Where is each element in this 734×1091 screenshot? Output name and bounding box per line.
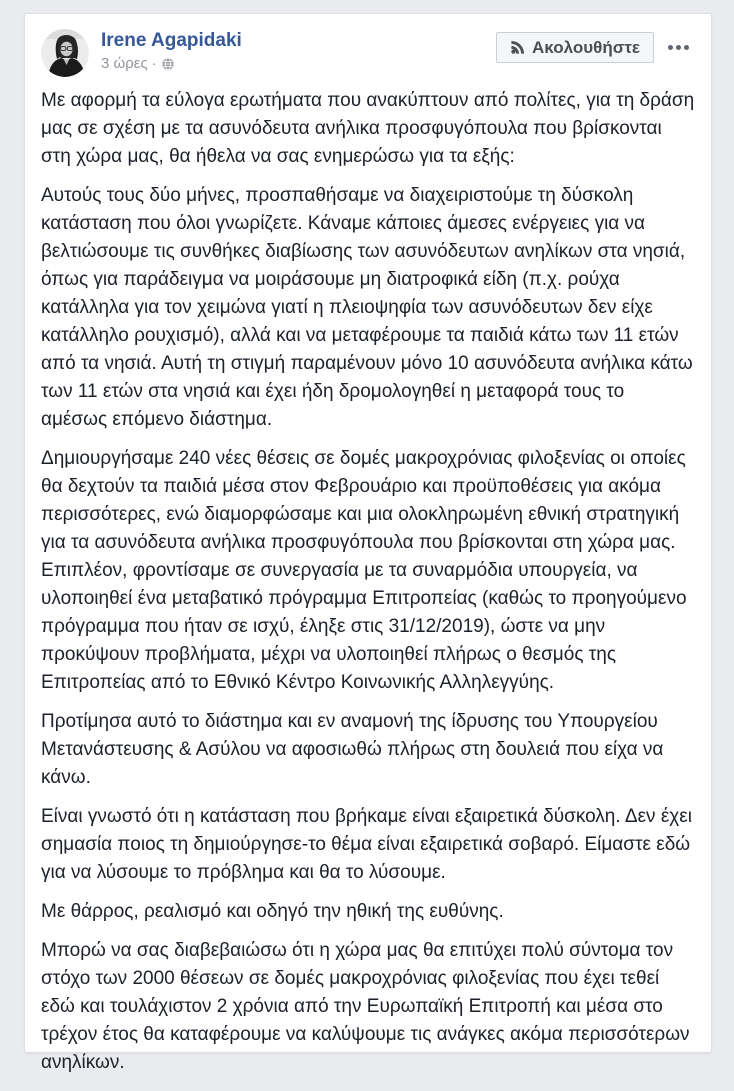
post-header — [25, 14, 711, 83]
post-paragraph: Με αφορμή τα εύλογα ερωτήματα που ανακύπτουν από πολίτες, για τη δράση μας σε σχέση με τα ασυνόδευτα ανήλικα προσφυγόπουλα που βρίσκονται στη χώρα μας, θα ήθελα να σας ενημερώσω για τα εξής: — [41, 90, 695, 167]
profile-photo-icon — [41, 29, 89, 77]
post-paragraph: Με θάρρος, ρεαλισμό και οδηγό την ηθική της ευθύνης. — [41, 901, 504, 922]
ellipsis-icon — [676, 45, 681, 50]
avatar[interactable] — [41, 29, 89, 77]
globe-icon — [161, 57, 175, 71]
post-paragraph: Είναι γνωστό ότι η κατάσταση που βρήκαμε είναι εξαιρετικά δύσκολη. Δεν έχει σημασία ποιος τη δημιούργησε-το θέμα είναι εξαιρετικά σοβαρό. Είμαστε εδώ για να λύσουμε το πρόβλημα και θα το λύσουμε. — [41, 806, 692, 883]
post-header-text — [101, 29, 242, 73]
post-text — [25, 83, 711, 1091]
post-paragraph: Αυτούς τους δύο μήνες, προσπαθήσαμε να διαχειριστούμε τη δύσκολη κατάσταση που όλοι γνωρίζετε. Κάναμε κάποιες άμεσες ενέργειες για να βελτιώσουμε τις συνθήκες διαβίωσης των ασυνόδευτων ανηλίκων στα νησιά, όπως για παράδειγμα να μοιράσουμε μη διατροφικά είδη (π.χ. ρούχα κατάλληλα για τον χειμώνα γιατί η πλειοψηφία των ασυνόδευτων δεν είχε κατάλληλο ρουχισμό), αλλά και να μεταφέρουμε τα παιδιά κάτω των 11 ετών από τα νησιά. Αυτή τη στιγμή παραμένουν μόνο 10 ασυνόδευτα ανήλικα κάτω των 11 ετών στα νησιά και έχει ήδη δρομολογηθεί η μεταφορά τους το αμέσως επόμενο διάστημα. — [41, 185, 693, 430]
post-paragraph: Προτίμησα αυτό το διάστημα και εν αναμονή της ίδρυσης του Υπουργείου Μετανάστευσης & Ασύλου να αφοσιωθώ πλήρως στη δουλειά που είχα να κάνω. — [41, 711, 664, 788]
post-meta — [101, 54, 242, 73]
post-paragraph: Μπορώ να σας διαβεβαιώσω ότι η χώρα μας θα επιτύχει πολύ σύντομα τον στόχο των 2000 θέσεων σε δομές μακροχρόνιας φιλοξενίας που έχει τεθεί εδώ και τουλάχιστον 2 χρόνια από την Ευρωπαϊκή Επιτροπή και μέσα στο τρέχον έτος θα καταφέρουμε να καλύψουμε τις ανάγκες ακόμα περισσότερων ανηλίκων. — [41, 940, 690, 1073]
timestamp-link[interactable]: 3 ώρες — [101, 55, 148, 72]
post-card — [24, 13, 712, 1073]
rss-follow-icon — [510, 40, 525, 55]
meta-separator: · — [151, 55, 157, 72]
ellipsis-icon — [684, 45, 689, 50]
author-name-link[interactable]: Irene Agapidaki — [101, 30, 242, 51]
more-options-button[interactable] — [662, 35, 695, 60]
follow-button[interactable] — [496, 32, 654, 63]
post-header-actions — [496, 32, 695, 63]
ellipsis-icon — [668, 45, 673, 50]
post-paragraph: Δημιουργήσαμε 240 νέες θέσεις σε δομές μακροχρόνιας φιλοξενίας οι οποίες θα δεχτούν τα παιδιά μέσα στον Φεβρουάριο και προϋποθέσεις για ακόμα περισσότερες, ενώ διαμορφώσαμε και μια ολοκληρωμένη εθνική στρατηγική για τα ασυνόδευτα ανήλικα προσφυγόπουλα που βρίσκονται στη χώρα μας. Επιπλέον, φροντίσαμε σε συνεργασία με τα συναρμόδια υπουργεία, να υλοποιηθεί ένα μεταβατικό πρόγραμμα Επιτροπείας (καθώς το προηγούμενο πρόγραμμα που ήταν σε ισχύ, έληξε στις 31/12/2019), ώστε να μην προκύψουν προβλήματα, μέχρι να υλοποιηθεί πλήρως ο θεσμός της Επιτροπείας από το Εθνικό Κέντρο Κοινωνικής Αλληλεγγύης. — [41, 448, 687, 693]
follow-button-label: Ακολουθήστε — [532, 37, 640, 57]
